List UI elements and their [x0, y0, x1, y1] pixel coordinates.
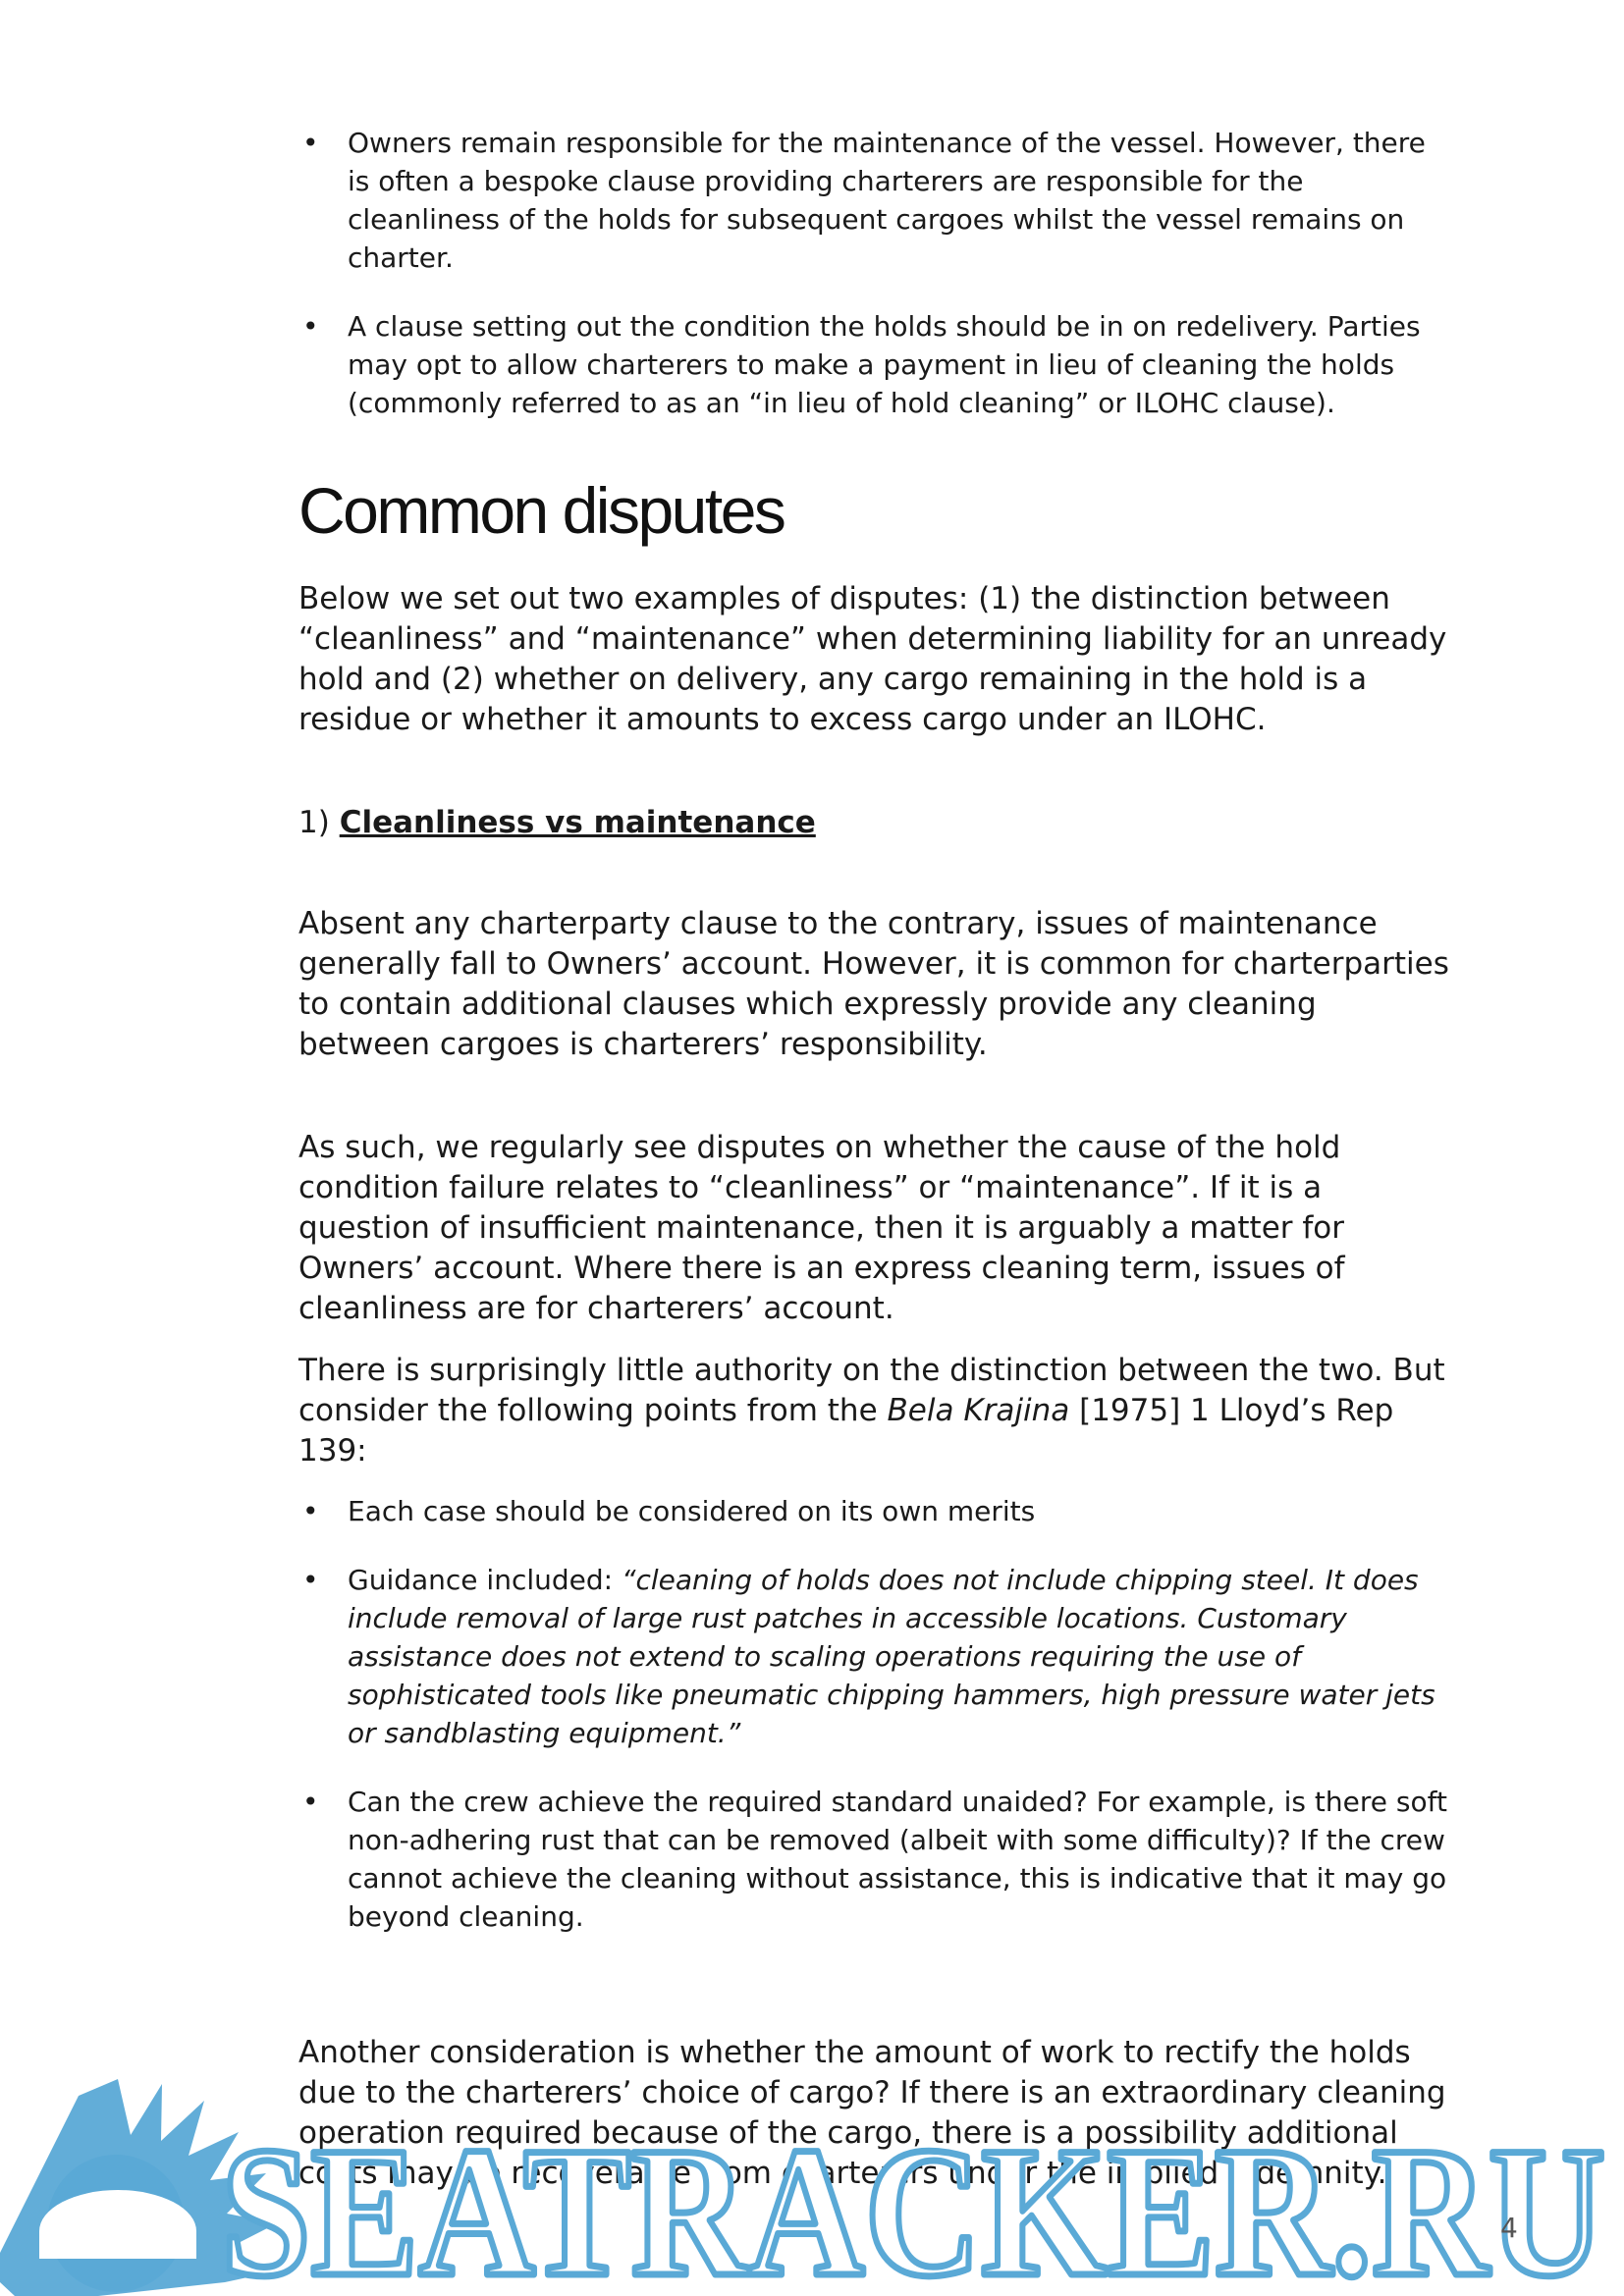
- paragraph-maintenance: Absent any charterparty clause to the contrary, issues of maintenance generally fall to Owners’ account. However, it is common for charterparties to contain additional clauses which expressly provide any cleaning between cargoes is charterers’ responsibility.: [298, 906, 1449, 1062]
- case-name: Bela Krajina: [887, 1393, 1070, 1428]
- intro-paragraph: Below we set out two examples of disputes: (1) the distinction between “cleanliness” and “maintenance” when determining liability for an unready hold and (2) whether on delivery, any cargo remaining in the hold is a residue or whether it amounts to excess cargo under an ILOHC.: [298, 581, 1447, 737]
- subheading-title: Cleanliness vs maintenance: [339, 805, 816, 840]
- guidance-quote: “cleaning of holds does not include chipping steel. It does include removal of large rust patches in accessible locations. Customary assistance does not extend to scaling operations requiring the use of sophisticated tools like pneumatic chipping hammers, high pressure water jets or sandblasting equipment.”: [348, 1564, 1435, 1749]
- section-heading: Common disputes: [298, 474, 785, 547]
- list-item: [324, 1561, 1453, 1752]
- citation: [1975] 1 Lloyd’s Rep 139:: [298, 1393, 1394, 1468]
- responsibilities-list: [324, 124, 1453, 453]
- list-item: • Can the crew achieve the required standard unaided? For example, is there soft non-adhering rust that can be removed (albeit with some difficulty)? If the crew cannot achieve the cleaning without assistance, this is indicative that it may go beyond cleaning.: [324, 1783, 1453, 1936]
- list-item: • A clause setting out the condition the holds should be in on redelivery. Parties may opt to allow charterers to make a payment in lieu of cleaning the holds (commonly referred to as an “in lieu of hold cleaning” or ILOHC clause).: [324, 307, 1453, 422]
- paragraph-consideration: Another consideration is whether the amount of work to rectify the holds due to the charterers’ choice of cargo? If there is an extraordinary cleaning operation required because of the cargo, there is a possibility additional costs may be recoverable from charterers under the implied indemnity.: [298, 2035, 1446, 2191]
- guidance-label: Guidance included:: [348, 1564, 622, 1596]
- watermark-logo: [0, 2056, 1624, 2296]
- paragraph-disputes: As such, we regularly see disputes on whether the cause of the hold condition failure relates to “cleanliness” or “maintenance”. If it is a question of insufficient maintenance, then it is arguably a matter for Owners’ account. Where there is an express cleaning term, issues of cleanliness are for charterers’ account.: [298, 1130, 1345, 1326]
- list-item: • Each case should be considered on its own merits: [324, 1492, 1453, 1530]
- authority-text: There is surprisingly little authority on the distinction between the two. But consider the following points from the: [298, 1353, 1445, 1428]
- subheading: [298, 803, 1457, 843]
- watermark-text: SEATRACKER.RU: [221, 2109, 1605, 2296]
- list-item: • Owners remain responsible for the maintenance of the vessel. However, there is often a bespoke clause providing charterers are responsible for the cleanliness of the holds for subsequent cargoes whilst the vessel remains on charter.: [324, 124, 1453, 277]
- page-number: 4: [1500, 2212, 1518, 2244]
- case-points-list: [324, 1492, 1453, 1966]
- paragraph-authority: [298, 1351, 1457, 1471]
- subheading-number: 1): [298, 805, 330, 840]
